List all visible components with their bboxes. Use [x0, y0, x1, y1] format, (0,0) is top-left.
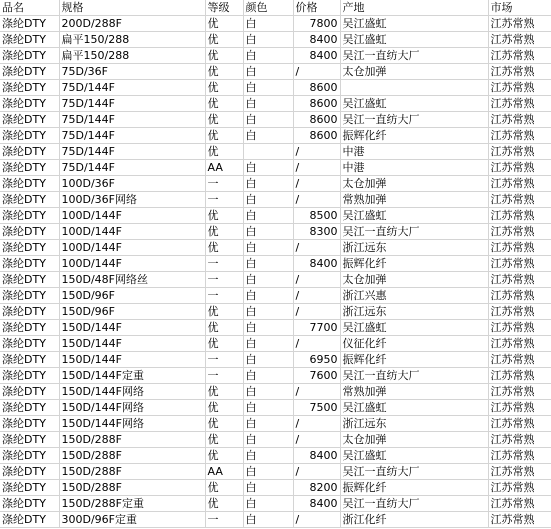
- table-row: [0, 256, 551, 272]
- cell-market[interactable]: 江苏常熟: [488, 176, 551, 192]
- table-row: [0, 16, 551, 32]
- cell-origin[interactable]: 太仓加弹: [340, 272, 488, 288]
- cell-spec[interactable]: 150D/144F定重: [59, 368, 205, 384]
- table-row: [0, 368, 551, 384]
- table-row: [0, 480, 551, 496]
- cell-price[interactable]: /: [293, 176, 340, 192]
- cell-origin[interactable]: 浙江兴惠: [340, 288, 488, 304]
- cell-color[interactable]: 白: [243, 224, 293, 240]
- table-row: [0, 96, 551, 112]
- cell-color[interactable]: 白: [243, 208, 293, 224]
- cell-product[interactable]: 涤纶DTY: [0, 144, 59, 160]
- cell-origin[interactable]: 吴江盛虹: [340, 96, 488, 112]
- cell-origin[interactable]: 吴江一直纺大厂: [340, 112, 488, 128]
- cell-market[interactable]: 江苏常熟: [488, 384, 551, 400]
- cell-grade[interactable]: 优: [205, 48, 243, 64]
- cell-grade[interactable]: 优: [205, 320, 243, 336]
- cell-price[interactable]: 8400: [293, 32, 340, 48]
- cell-color[interactable]: 白: [243, 112, 293, 128]
- cell-market[interactable]: 江苏常熟: [488, 464, 551, 480]
- column-header-product[interactable]: 品名: [0, 0, 59, 16]
- cell-product[interactable]: 涤纶DTY: [0, 480, 59, 496]
- cell-product[interactable]: 涤纶DTY: [0, 256, 59, 272]
- cell-grade[interactable]: 一: [205, 176, 243, 192]
- cell-price[interactable]: 7800: [293, 16, 340, 32]
- cell-product[interactable]: 涤纶DTY: [0, 416, 59, 432]
- cell-color[interactable]: 白: [243, 160, 293, 176]
- cell-price[interactable]: /: [293, 192, 340, 208]
- cell-price[interactable]: /: [293, 144, 340, 160]
- cell-grade[interactable]: 一: [205, 352, 243, 368]
- column-header-grade[interactable]: 等级: [205, 0, 243, 16]
- cell-origin[interactable]: 吴江盛虹: [340, 448, 488, 464]
- cell-color[interactable]: 白: [243, 304, 293, 320]
- cell-spec[interactable]: 150D/144F: [59, 320, 205, 336]
- cell-grade[interactable]: 优: [205, 128, 243, 144]
- cell-price[interactable]: 7600: [293, 368, 340, 384]
- cell-color[interactable]: 白: [243, 352, 293, 368]
- cell-price[interactable]: /: [293, 304, 340, 320]
- cell-grade[interactable]: 优: [205, 432, 243, 448]
- table-row: [0, 384, 551, 400]
- cell-origin[interactable]: 振辉化纤: [340, 480, 488, 496]
- column-header-spec[interactable]: 规格: [59, 0, 205, 16]
- cell-market[interactable]: 江苏常熟: [488, 496, 551, 512]
- column-header-market[interactable]: 市场: [488, 0, 551, 16]
- cell-market[interactable]: 江苏常熟: [488, 416, 551, 432]
- cell-price[interactable]: /: [293, 512, 340, 528]
- cell-color[interactable]: 白: [243, 16, 293, 32]
- cell-color[interactable]: 白: [243, 96, 293, 112]
- table-row: [0, 288, 551, 304]
- cell-origin[interactable]: 仪征化纤: [340, 336, 488, 352]
- cell-grade[interactable]: 优: [205, 16, 243, 32]
- cell-grade[interactable]: 优: [205, 80, 243, 96]
- cell-market[interactable]: 江苏常熟: [488, 64, 551, 80]
- table-row: [0, 128, 551, 144]
- table-row: [0, 304, 551, 320]
- cell-spec[interactable]: 150D/96F: [59, 288, 205, 304]
- cell-color[interactable]: 白: [243, 288, 293, 304]
- cell-price[interactable]: /: [293, 288, 340, 304]
- cell-origin[interactable]: 中港: [340, 160, 488, 176]
- cell-price[interactable]: 8400: [293, 496, 340, 512]
- cell-market[interactable]: 江苏常熟: [488, 352, 551, 368]
- table-row: [0, 112, 551, 128]
- cell-grade[interactable]: AA: [205, 160, 243, 176]
- cell-market[interactable]: 江苏常熟: [488, 96, 551, 112]
- cell-grade[interactable]: AA: [205, 464, 243, 480]
- cell-product[interactable]: 涤纶DTY: [0, 80, 59, 96]
- cell-spec[interactable]: 150D/288F: [59, 432, 205, 448]
- cell-product[interactable]: 涤纶DTY: [0, 496, 59, 512]
- table-row: [0, 352, 551, 368]
- cell-price[interactable]: /: [293, 160, 340, 176]
- cell-market[interactable]: 江苏常熟: [488, 80, 551, 96]
- cell-product[interactable]: 涤纶DTY: [0, 432, 59, 448]
- cell-origin[interactable]: 太仓加弹: [340, 176, 488, 192]
- cell-spec[interactable]: 100D/144F: [59, 224, 205, 240]
- cell-spec[interactable]: 300D/96F定重: [59, 512, 205, 528]
- cell-grade[interactable]: 优: [205, 64, 243, 80]
- cell-market[interactable]: 江苏常熟: [488, 32, 551, 48]
- cell-price[interactable]: /: [293, 240, 340, 256]
- table-row: [0, 272, 551, 288]
- cell-price[interactable]: /: [293, 432, 340, 448]
- cell-grade[interactable]: 一: [205, 288, 243, 304]
- cell-market[interactable]: 江苏常熟: [488, 48, 551, 64]
- cell-market[interactable]: 江苏常熟: [488, 288, 551, 304]
- cell-origin[interactable]: 吴江盛虹: [340, 208, 488, 224]
- cell-spec[interactable]: 100D/144F: [59, 240, 205, 256]
- cell-color[interactable]: [243, 144, 293, 160]
- cell-price[interactable]: /: [293, 384, 340, 400]
- cell-spec[interactable]: 100D/36F网络: [59, 192, 205, 208]
- cell-market[interactable]: 江苏常熟: [488, 208, 551, 224]
- cell-grade[interactable]: 优: [205, 208, 243, 224]
- cell-market[interactable]: 江苏常熟: [488, 256, 551, 272]
- cell-origin[interactable]: 常熟加弹: [340, 384, 488, 400]
- cell-color[interactable]: 白: [243, 80, 293, 96]
- cell-origin[interactable]: 吴江一直纺大厂: [340, 224, 488, 240]
- cell-product[interactable]: 涤纶DTY: [0, 352, 59, 368]
- cell-market[interactable]: 江苏常熟: [488, 16, 551, 32]
- cell-spec[interactable]: 200D/288F: [59, 16, 205, 32]
- table-row: [0, 32, 551, 48]
- cell-price[interactable]: 8400: [293, 48, 340, 64]
- cell-color[interactable]: 白: [243, 512, 293, 528]
- cell-price[interactable]: /: [293, 336, 340, 352]
- cell-product[interactable]: 涤纶DTY: [0, 160, 59, 176]
- cell-color[interactable]: 白: [243, 240, 293, 256]
- cell-product[interactable]: 涤纶DTY: [0, 464, 59, 480]
- cell-market[interactable]: 江苏常熟: [488, 112, 551, 128]
- cell-price[interactable]: 8500: [293, 208, 340, 224]
- cell-grade[interactable]: 优: [205, 224, 243, 240]
- cell-color[interactable]: 白: [243, 256, 293, 272]
- cell-product[interactable]: 涤纶DTY: [0, 272, 59, 288]
- column-header-price[interactable]: 价格: [293, 0, 340, 16]
- cell-spec[interactable]: 75D/144F: [59, 160, 205, 176]
- cell-product[interactable]: 涤纶DTY: [0, 384, 59, 400]
- cell-price[interactable]: 8400: [293, 256, 340, 272]
- cell-market[interactable]: 江苏常熟: [488, 336, 551, 352]
- cell-color[interactable]: 白: [243, 176, 293, 192]
- cell-price[interactable]: 6950: [293, 352, 340, 368]
- cell-price[interactable]: /: [293, 64, 340, 80]
- cell-color[interactable]: 白: [243, 384, 293, 400]
- cell-market[interactable]: 江苏常熟: [488, 400, 551, 416]
- cell-grade[interactable]: 优: [205, 416, 243, 432]
- cell-origin[interactable]: 振辉化纤: [340, 128, 488, 144]
- cell-grade[interactable]: 优: [205, 32, 243, 48]
- cell-color[interactable]: 白: [243, 320, 293, 336]
- cell-product[interactable]: 涤纶DTY: [0, 96, 59, 112]
- cell-origin[interactable]: 吴江盛虹: [340, 32, 488, 48]
- cell-grade[interactable]: 优: [205, 400, 243, 416]
- cell-product[interactable]: 涤纶DTY: [0, 176, 59, 192]
- cell-origin[interactable]: 浙江远东: [340, 416, 488, 432]
- cell-spec[interactable]: 150D/144F: [59, 336, 205, 352]
- cell-spec[interactable]: 150D/48F网络丝: [59, 272, 205, 288]
- cell-origin[interactable]: 中港: [340, 144, 488, 160]
- cell-price[interactable]: 7700: [293, 320, 340, 336]
- cell-color[interactable]: 白: [243, 480, 293, 496]
- cell-color[interactable]: 白: [243, 272, 293, 288]
- cell-origin[interactable]: 常熟加弹: [340, 192, 488, 208]
- cell-price[interactable]: 8200: [293, 480, 340, 496]
- cell-origin[interactable]: 浙江化纤: [340, 512, 488, 528]
- cell-product[interactable]: 涤纶DTY: [0, 192, 59, 208]
- table-row: [0, 64, 551, 80]
- cell-price[interactable]: 8600: [293, 128, 340, 144]
- cell-product[interactable]: 涤纶DTY: [0, 128, 59, 144]
- cell-market[interactable]: 江苏常熟: [488, 320, 551, 336]
- cell-product[interactable]: 涤纶DTY: [0, 320, 59, 336]
- table-row: [0, 400, 551, 416]
- cell-origin[interactable]: 太仓加弹: [340, 64, 488, 80]
- table-row: [0, 80, 551, 96]
- cell-market[interactable]: 江苏常熟: [488, 224, 551, 240]
- cell-price[interactable]: 8600: [293, 96, 340, 112]
- cell-color[interactable]: 白: [243, 64, 293, 80]
- cell-product[interactable]: 涤纶DTY: [0, 64, 59, 80]
- table-row: [0, 448, 551, 464]
- cell-color[interactable]: 白: [243, 192, 293, 208]
- cell-product[interactable]: 涤纶DTY: [0, 112, 59, 128]
- cell-product[interactable]: 涤纶DTY: [0, 400, 59, 416]
- cell-grade[interactable]: 一: [205, 192, 243, 208]
- cell-color[interactable]: 白: [243, 336, 293, 352]
- cell-origin[interactable]: 吴江一直纺大厂: [340, 368, 488, 384]
- cell-color[interactable]: 白: [243, 432, 293, 448]
- cell-grade[interactable]: 优: [205, 112, 243, 128]
- cell-spec[interactable]: 75D/144F: [59, 144, 205, 160]
- cell-color[interactable]: 白: [243, 32, 293, 48]
- cell-color[interactable]: 白: [243, 416, 293, 432]
- cell-spec[interactable]: 100D/36F: [59, 176, 205, 192]
- cell-origin[interactable]: 浙江远东: [340, 304, 488, 320]
- cell-product[interactable]: 涤纶DTY: [0, 336, 59, 352]
- table-row: [0, 512, 551, 528]
- cell-spec[interactable]: 75D/144F: [59, 80, 205, 96]
- cell-product[interactable]: 涤纶DTY: [0, 512, 59, 528]
- table-row: [0, 320, 551, 336]
- cell-spec[interactable]: 75D/144F: [59, 112, 205, 128]
- cell-market[interactable]: 江苏常熟: [488, 512, 551, 528]
- cell-market[interactable]: 江苏常熟: [488, 144, 551, 160]
- cell-spec[interactable]: 150D/96F: [59, 304, 205, 320]
- cell-spec[interactable]: 150D/144F: [59, 352, 205, 368]
- cell-grade[interactable]: 一: [205, 368, 243, 384]
- cell-spec[interactable]: 扁平150/288: [59, 32, 205, 48]
- table-row: [0, 496, 551, 512]
- cell-spec[interactable]: 75D/144F: [59, 96, 205, 112]
- cell-origin[interactable]: 吴江盛虹: [340, 320, 488, 336]
- cell-spec[interactable]: 150D/288F: [59, 464, 205, 480]
- cell-market[interactable]: 江苏常熟: [488, 480, 551, 496]
- cell-price[interactable]: 7500: [293, 400, 340, 416]
- table-row: [0, 48, 551, 64]
- cell-product[interactable]: 涤纶DTY: [0, 32, 59, 48]
- cell-origin[interactable]: 吴江一直纺大厂: [340, 48, 488, 64]
- cell-grade[interactable]: 优: [205, 96, 243, 112]
- cell-product[interactable]: 涤纶DTY: [0, 368, 59, 384]
- cell-spec[interactable]: 100D/144F: [59, 256, 205, 272]
- cell-origin[interactable]: 振辉化纤: [340, 352, 488, 368]
- cell-market[interactable]: 江苏常熟: [488, 128, 551, 144]
- table-row: [0, 144, 551, 160]
- table-row: [0, 432, 551, 448]
- table-row: [0, 464, 551, 480]
- cell-grade[interactable]: 优: [205, 480, 243, 496]
- cell-grade[interactable]: 一: [205, 256, 243, 272]
- cell-origin[interactable]: 浙江远东: [340, 240, 488, 256]
- cell-color[interactable]: 白: [243, 128, 293, 144]
- cell-product[interactable]: 涤纶DTY: [0, 288, 59, 304]
- cell-price[interactable]: /: [293, 272, 340, 288]
- cell-origin[interactable]: 吴江一直纺大厂: [340, 464, 488, 480]
- cell-product[interactable]: 涤纶DTY: [0, 16, 59, 32]
- cell-market[interactable]: 江苏常熟: [488, 160, 551, 176]
- column-header-origin[interactable]: 产地: [340, 0, 488, 16]
- cell-origin[interactable]: 振辉化纤: [340, 256, 488, 272]
- cell-color[interactable]: 白: [243, 368, 293, 384]
- cell-grade[interactable]: 优: [205, 384, 243, 400]
- cell-spec[interactable]: 150D/144F网络: [59, 384, 205, 400]
- cell-grade[interactable]: 一: [205, 272, 243, 288]
- table-row: [0, 240, 551, 256]
- table-row: [0, 336, 551, 352]
- cell-grade[interactable]: 优: [205, 144, 243, 160]
- table-row: [0, 160, 551, 176]
- table-row: [0, 192, 551, 208]
- cell-product[interactable]: 涤纶DTY: [0, 48, 59, 64]
- cell-grade[interactable]: 优: [205, 240, 243, 256]
- cell-spec[interactable]: 100D/144F: [59, 208, 205, 224]
- cell-color[interactable]: 白: [243, 496, 293, 512]
- cell-product[interactable]: 涤纶DTY: [0, 240, 59, 256]
- cell-spec[interactable]: 150D/144F网络: [59, 416, 205, 432]
- cell-market[interactable]: 江苏常熟: [488, 432, 551, 448]
- cell-origin[interactable]: 吴江一直纺大厂: [340, 496, 488, 512]
- cell-spec[interactable]: 150D/288F: [59, 448, 205, 464]
- cell-market[interactable]: 江苏常熟: [488, 192, 551, 208]
- cell-spec[interactable]: 150D/288F: [59, 480, 205, 496]
- table-row: [0, 208, 551, 224]
- table-row: [0, 176, 551, 192]
- cell-spec[interactable]: 150D/288F定重: [59, 496, 205, 512]
- cell-grade[interactable]: 优: [205, 304, 243, 320]
- cell-grade[interactable]: 优: [205, 448, 243, 464]
- cell-product[interactable]: 涤纶DTY: [0, 208, 59, 224]
- cell-product[interactable]: 涤纶DTY: [0, 224, 59, 240]
- cell-color[interactable]: 白: [243, 48, 293, 64]
- cell-market[interactable]: 江苏常熟: [488, 304, 551, 320]
- cell-market[interactable]: 江苏常熟: [488, 368, 551, 384]
- cell-grade[interactable]: 一: [205, 512, 243, 528]
- cell-color[interactable]: 白: [243, 448, 293, 464]
- table-row: [0, 416, 551, 432]
- cell-spec[interactable]: 75D/144F: [59, 128, 205, 144]
- cell-market[interactable]: 江苏常熟: [488, 272, 551, 288]
- cell-spec[interactable]: 75D/36F: [59, 64, 205, 80]
- cell-product[interactable]: 涤纶DTY: [0, 304, 59, 320]
- cell-origin[interactable]: 太仓加弹: [340, 432, 488, 448]
- cell-market[interactable]: 江苏常熟: [488, 448, 551, 464]
- table-row: [0, 224, 551, 240]
- cell-spec[interactable]: 扁平150/288: [59, 48, 205, 64]
- cell-price[interactable]: /: [293, 416, 340, 432]
- cell-market[interactable]: 江苏常熟: [488, 240, 551, 256]
- cell-spec[interactable]: 150D/144F网络: [59, 400, 205, 416]
- cell-price[interactable]: 8400: [293, 448, 340, 464]
- cell-grade[interactable]: 优: [205, 336, 243, 352]
- column-header-color[interactable]: 颜色: [243, 0, 293, 16]
- cell-price[interactable]: /: [293, 464, 340, 480]
- cell-origin[interactable]: 吴江盛虹: [340, 16, 488, 32]
- cell-origin[interactable]: [340, 80, 488, 96]
- header-row: [0, 0, 551, 16]
- cell-color[interactable]: 白: [243, 464, 293, 480]
- cell-price[interactable]: 8600: [293, 112, 340, 128]
- cell-price[interactable]: 8600: [293, 80, 340, 96]
- cell-grade[interactable]: 优: [205, 496, 243, 512]
- cell-product[interactable]: 涤纶DTY: [0, 448, 59, 464]
- cell-origin[interactable]: 吴江盛虹: [340, 400, 488, 416]
- cell-price[interactable]: 8300: [293, 224, 340, 240]
- cell-color[interactable]: 白: [243, 400, 293, 416]
